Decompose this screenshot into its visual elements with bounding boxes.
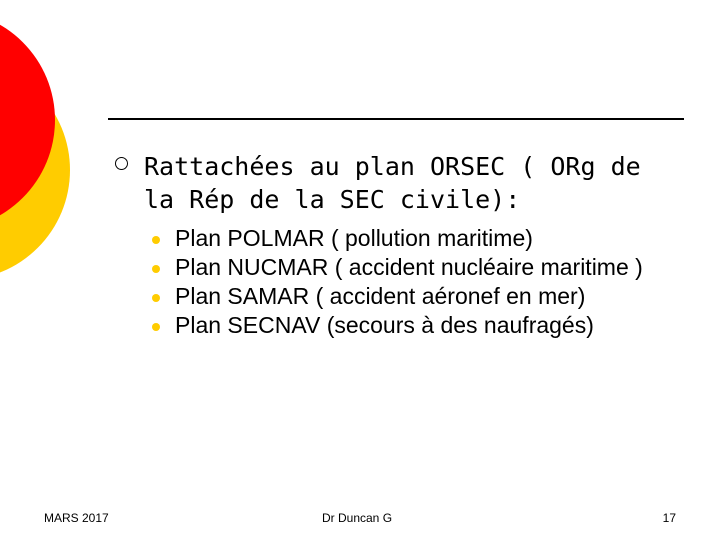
sub-bullet-text: Plan POLMAR ( pollution maritime) bbox=[175, 225, 533, 251]
sub-bullet-text: Plan NUCMAR ( accident nucléaire maritime ) bbox=[175, 254, 643, 280]
footer-author: Dr Duncan G bbox=[322, 511, 393, 525]
footer-page-number: 17 bbox=[662, 511, 676, 525]
sub-bullet-item bbox=[150, 224, 690, 253]
sub-bullet-item bbox=[150, 311, 690, 340]
dot-bullet-icon bbox=[152, 265, 160, 273]
dot-bullet-icon bbox=[152, 294, 160, 302]
sub-bullet-text: Plan SECNAV (secours à des naufragés) bbox=[175, 312, 594, 338]
footer-date: MARS 2017 bbox=[44, 511, 109, 525]
sub-bullet-item bbox=[150, 253, 690, 282]
dot-bullet-icon bbox=[152, 323, 160, 331]
sub-bullet-item bbox=[150, 282, 690, 311]
title-divider bbox=[108, 118, 684, 120]
hollow-bullet-icon bbox=[115, 157, 128, 170]
main-bullet-text: Rattachées au plan ORSEC ( ORg de la Rép de la SEC civile): bbox=[144, 152, 641, 214]
sub-bullet-text: Plan SAMAR ( accident aéronef en mer) bbox=[175, 283, 586, 309]
dot-bullet-icon bbox=[152, 236, 160, 244]
sub-bullet-list bbox=[150, 224, 690, 340]
